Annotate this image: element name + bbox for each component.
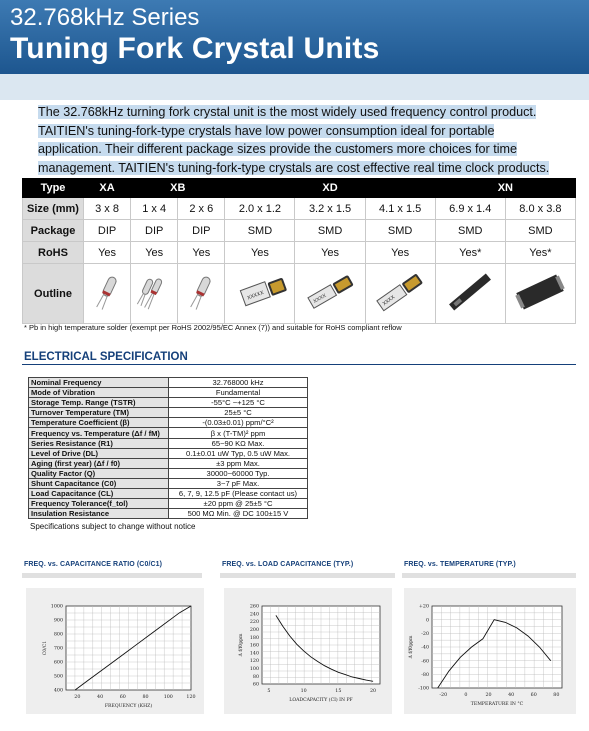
chart-title-capacitance-ratio: FREQ. vs. CAPACITANCE RATIO (C0/C1)	[24, 561, 163, 568]
package-cell: SMD	[295, 220, 365, 242]
spec-row	[29, 478, 308, 488]
x-tick-label: 10	[300, 689, 307, 694]
spec-value: 3~7 pF Max.	[169, 478, 308, 488]
spec-key: Turnover Temperature (TM)	[29, 408, 169, 418]
spec-note: Specifications subject to change without notice	[30, 522, 196, 531]
package-cell: DIP	[84, 220, 131, 242]
series-title: 32.768kHz Series	[10, 4, 200, 31]
y-tick-label: 700	[53, 646, 63, 652]
y-tick-label: 100	[249, 667, 259, 672]
size-cell: 3 x 8	[84, 198, 131, 220]
outline-cell	[295, 264, 365, 324]
spec-row	[29, 458, 308, 468]
intro-line: management. TAITIEN's tuning-fork-type crystals are cost effective real time clock products.	[38, 160, 550, 175]
section-heading: ELECTRICAL SPECIFICATION	[24, 351, 188, 363]
y-tick-label: 80	[252, 674, 259, 680]
y-tick-label: 260	[249, 604, 259, 610]
y-tick-label: +20	[418, 604, 429, 610]
smd-crystal-icon	[510, 272, 570, 312]
y-tick-label: 600	[53, 660, 63, 666]
y-tick-label: -20	[421, 631, 429, 637]
size-row	[23, 198, 576, 220]
chart-title-bar	[22, 573, 202, 578]
package-cell: SMD	[365, 220, 435, 242]
package-label: Package	[23, 220, 84, 242]
spec-row	[29, 468, 308, 478]
smd-crystal-icon	[370, 272, 430, 312]
spec-key: Load Capacitance (CL)	[29, 489, 169, 499]
product-title: Tuning Fork Crystal Units	[10, 32, 380, 65]
size-cell: 8.0 x 3.8	[505, 198, 575, 220]
spec-value: ±3 ppm Max.	[169, 458, 308, 468]
spec-value: 0.1±0.01 uW Typ, 0.5 uW Max.	[169, 448, 308, 458]
section-divider	[22, 364, 576, 365]
y-tick-label: -100	[418, 686, 429, 692]
package-cell: SMD	[225, 220, 295, 242]
rohs-row	[23, 242, 576, 264]
rohs-label: RoHS	[23, 242, 84, 264]
spec-key: Series Resistance (R1)	[29, 438, 169, 448]
rohs-cell: Yes	[131, 242, 178, 264]
outline-cell	[435, 264, 505, 324]
y-tick-label: 900	[53, 618, 63, 624]
chart-title-temperature: FREQ. vs. TEMPERATURE (TYP.)	[404, 561, 516, 568]
outline-cell	[505, 264, 575, 324]
x-tick-label: 40	[508, 693, 515, 698]
spec-key: Level of Drive (DL)	[29, 448, 169, 458]
spec-key: Frequency Tolerance(f_tol)	[29, 499, 169, 509]
type-label: Type	[23, 179, 84, 198]
smd-crystal-icon	[230, 272, 290, 312]
spec-row	[29, 448, 308, 458]
x-tick-label: 120	[186, 695, 196, 700]
spec-value: β x (T-TM)² ppm	[169, 428, 308, 438]
smd-crystal-icon	[300, 272, 360, 312]
spec-row	[29, 408, 308, 418]
y-tick-label: -80	[421, 672, 429, 678]
x-tick-label: 20	[485, 693, 492, 698]
header-band	[0, 74, 589, 100]
intro-line: application. Their different package sizes provide the customers more choices for time	[38, 142, 518, 156]
y-tick-label: 0	[425, 618, 429, 624]
x-tick-label: 60	[119, 695, 126, 700]
spec-key: Storage Temp. Range (TSTR)	[29, 398, 169, 408]
chart-panel	[224, 588, 392, 714]
spec-value: -(0.03±0.01) ppm/°C²	[169, 418, 308, 428]
x-tick-label: 80	[142, 695, 149, 700]
spec-value: ±20 ppm @ 25±5 °C	[169, 499, 308, 509]
rohs-cell: Yes	[178, 242, 225, 264]
size-cell: 3.2 x 1.5	[295, 198, 365, 220]
spec-key: Frequency vs. Temperature (Δf / fM)	[29, 428, 169, 438]
spec-row	[29, 398, 308, 408]
x-tick-label: 60	[530, 693, 537, 698]
spec-row	[29, 418, 308, 428]
y-tick-label: 180	[249, 635, 259, 641]
type-xb: XB	[131, 179, 225, 198]
rohs-cell: Yes	[365, 242, 435, 264]
spec-row	[29, 489, 308, 499]
spec-key: Insulation Resistance	[29, 509, 169, 519]
spec-row	[29, 509, 308, 519]
x-axis-label: TEMPERATURE IN °C	[470, 702, 524, 707]
y-axis-label: C0/C1	[43, 640, 48, 656]
package-cell: DIP	[131, 220, 178, 242]
size-cell: 2.0 x 1.2	[225, 198, 295, 220]
y-tick-label: 140	[249, 651, 259, 657]
spec-value: -55°C ~+125 °C	[169, 398, 308, 408]
spec-key: Nominal Frequency	[29, 378, 169, 388]
page-header	[0, 0, 589, 74]
y-tick-label: 60	[252, 682, 259, 688]
chart-panel	[26, 588, 204, 714]
x-tick-label: 20	[74, 695, 81, 700]
spec-table	[28, 377, 308, 519]
y-tick-label: 120	[249, 659, 259, 665]
chart-temperature	[404, 588, 576, 714]
package-cell: SMD	[435, 220, 505, 242]
outline-label: Outline	[23, 264, 84, 324]
spec-row	[29, 428, 308, 438]
spec-value: 32.768000 kHz	[169, 378, 308, 388]
x-axis-label: FREQUENCY (KHZ)	[104, 704, 153, 709]
y-tick-label: 160	[249, 643, 259, 649]
package-row	[23, 220, 576, 242]
intro-line: TAITIEN's tuning-fork-type crystals have low power consumption ideal for portable	[38, 123, 495, 138]
y-tick-label: 1000	[50, 604, 63, 610]
dip-crystal-icon	[181, 272, 221, 312]
y-tick-label: 200	[249, 628, 259, 633]
chart-load-capacitance	[224, 588, 392, 714]
spec-key: Shunt Capacitance (C0)	[29, 478, 169, 488]
x-axis-label: LOADCAPACITY (CI) IN PF	[289, 698, 353, 703]
spec-value: Fundamental	[169, 388, 308, 398]
svg-text:XXXX: XXXX	[381, 294, 397, 308]
x-tick-label: 100	[163, 695, 173, 700]
spec-key: Quality Factor (Q)	[29, 468, 169, 478]
x-tick-label: 15	[335, 689, 342, 694]
chart-title-bar	[220, 573, 395, 578]
rohs-cell: Yes	[295, 242, 365, 264]
y-tick-label: 400	[53, 688, 63, 694]
y-tick-label: 240	[249, 612, 259, 618]
size-cell: 6.9 x 1.4	[435, 198, 505, 220]
rohs-cell: Yes	[225, 242, 295, 264]
x-tick-label: 5	[267, 689, 271, 694]
size-cell: 1 x 4	[131, 198, 178, 220]
y-axis-label: Δ f/f0ppm	[409, 635, 414, 659]
outline-cell	[178, 264, 225, 324]
spec-value: 500 MΩ Min. @ DC 100±15 V	[169, 509, 308, 519]
chart-title-bar	[402, 573, 576, 578]
x-tick-label: 0	[464, 693, 468, 698]
svg-text:XXXX: XXXX	[312, 292, 328, 305]
x-tick-label: 20	[370, 689, 377, 694]
product-table	[22, 178, 576, 324]
y-axis-label: Δ f/f0ppm	[239, 633, 244, 657]
rohs-cell: Yes*	[505, 242, 575, 264]
spec-value: 6, 7, 9, 12.5 pF (Please contact us)	[169, 489, 308, 499]
y-tick-label: 500	[53, 674, 63, 680]
chart-panel	[404, 588, 576, 714]
size-cell: 4.1 x 1.5	[365, 198, 435, 220]
size-cell: 2 x 6	[178, 198, 225, 220]
spec-value: 65~90 KΩ Max.	[169, 438, 308, 448]
outline-cell	[84, 264, 131, 324]
y-tick-label: -40	[421, 645, 429, 651]
type-xn: XN	[435, 179, 575, 198]
type-xa: XA	[84, 179, 131, 198]
dip-crystal-icon	[87, 272, 127, 312]
y-tick-label: 800	[53, 632, 63, 638]
type-xd: XD	[225, 179, 435, 198]
spec-key: Temperature Coefficient (β)	[29, 418, 169, 428]
smd-crystal-icon	[440, 272, 500, 312]
rohs-cell: Yes	[84, 242, 131, 264]
type-row	[23, 179, 576, 198]
spec-row	[29, 499, 308, 509]
outline-row	[23, 264, 576, 324]
spec-key: Aging (first year) (Δf / f0)	[29, 458, 169, 468]
spec-row	[29, 378, 308, 388]
spec-key: Mode of Vibration	[29, 388, 169, 398]
dip-crystal-icon	[134, 272, 174, 312]
svg-text:XXXXX: XXXXX	[246, 289, 265, 302]
rohs-footnote: * Pb in high temperature solder (exempt per RoHS 2002/95/EC Annex (7)) and suitable for RoHS compliant reflow	[24, 323, 402, 332]
y-tick-label: -60	[421, 659, 429, 665]
chart-title-load-capacitance: FREQ. vs. LOAD CAPACITANCE (TYP.)	[222, 561, 354, 568]
rohs-cell: Yes*	[435, 242, 505, 264]
package-cell: SMD	[505, 220, 575, 242]
package-cell: DIP	[178, 220, 225, 242]
x-tick-label: -20	[439, 693, 448, 698]
intro-line: The 32.768kHz turning fork crystal unit is the most widely used frequency control product.	[38, 105, 537, 119]
x-tick-label: 40	[97, 695, 104, 700]
chart-capacitance-ratio	[26, 588, 204, 714]
intro-paragraph	[38, 103, 560, 177]
y-tick-label: 220	[249, 620, 259, 626]
x-tick-label: 80	[553, 693, 560, 698]
spec-row	[29, 388, 308, 398]
outline-cell	[225, 264, 295, 324]
spec-row	[29, 438, 308, 448]
outline-cell	[365, 264, 435, 324]
spec-value: 25±5 °C	[169, 408, 308, 418]
spec-value: 30000~60000 Typ.	[169, 468, 308, 478]
size-label: Size (mm)	[23, 198, 84, 220]
outline-cell	[131, 264, 178, 324]
